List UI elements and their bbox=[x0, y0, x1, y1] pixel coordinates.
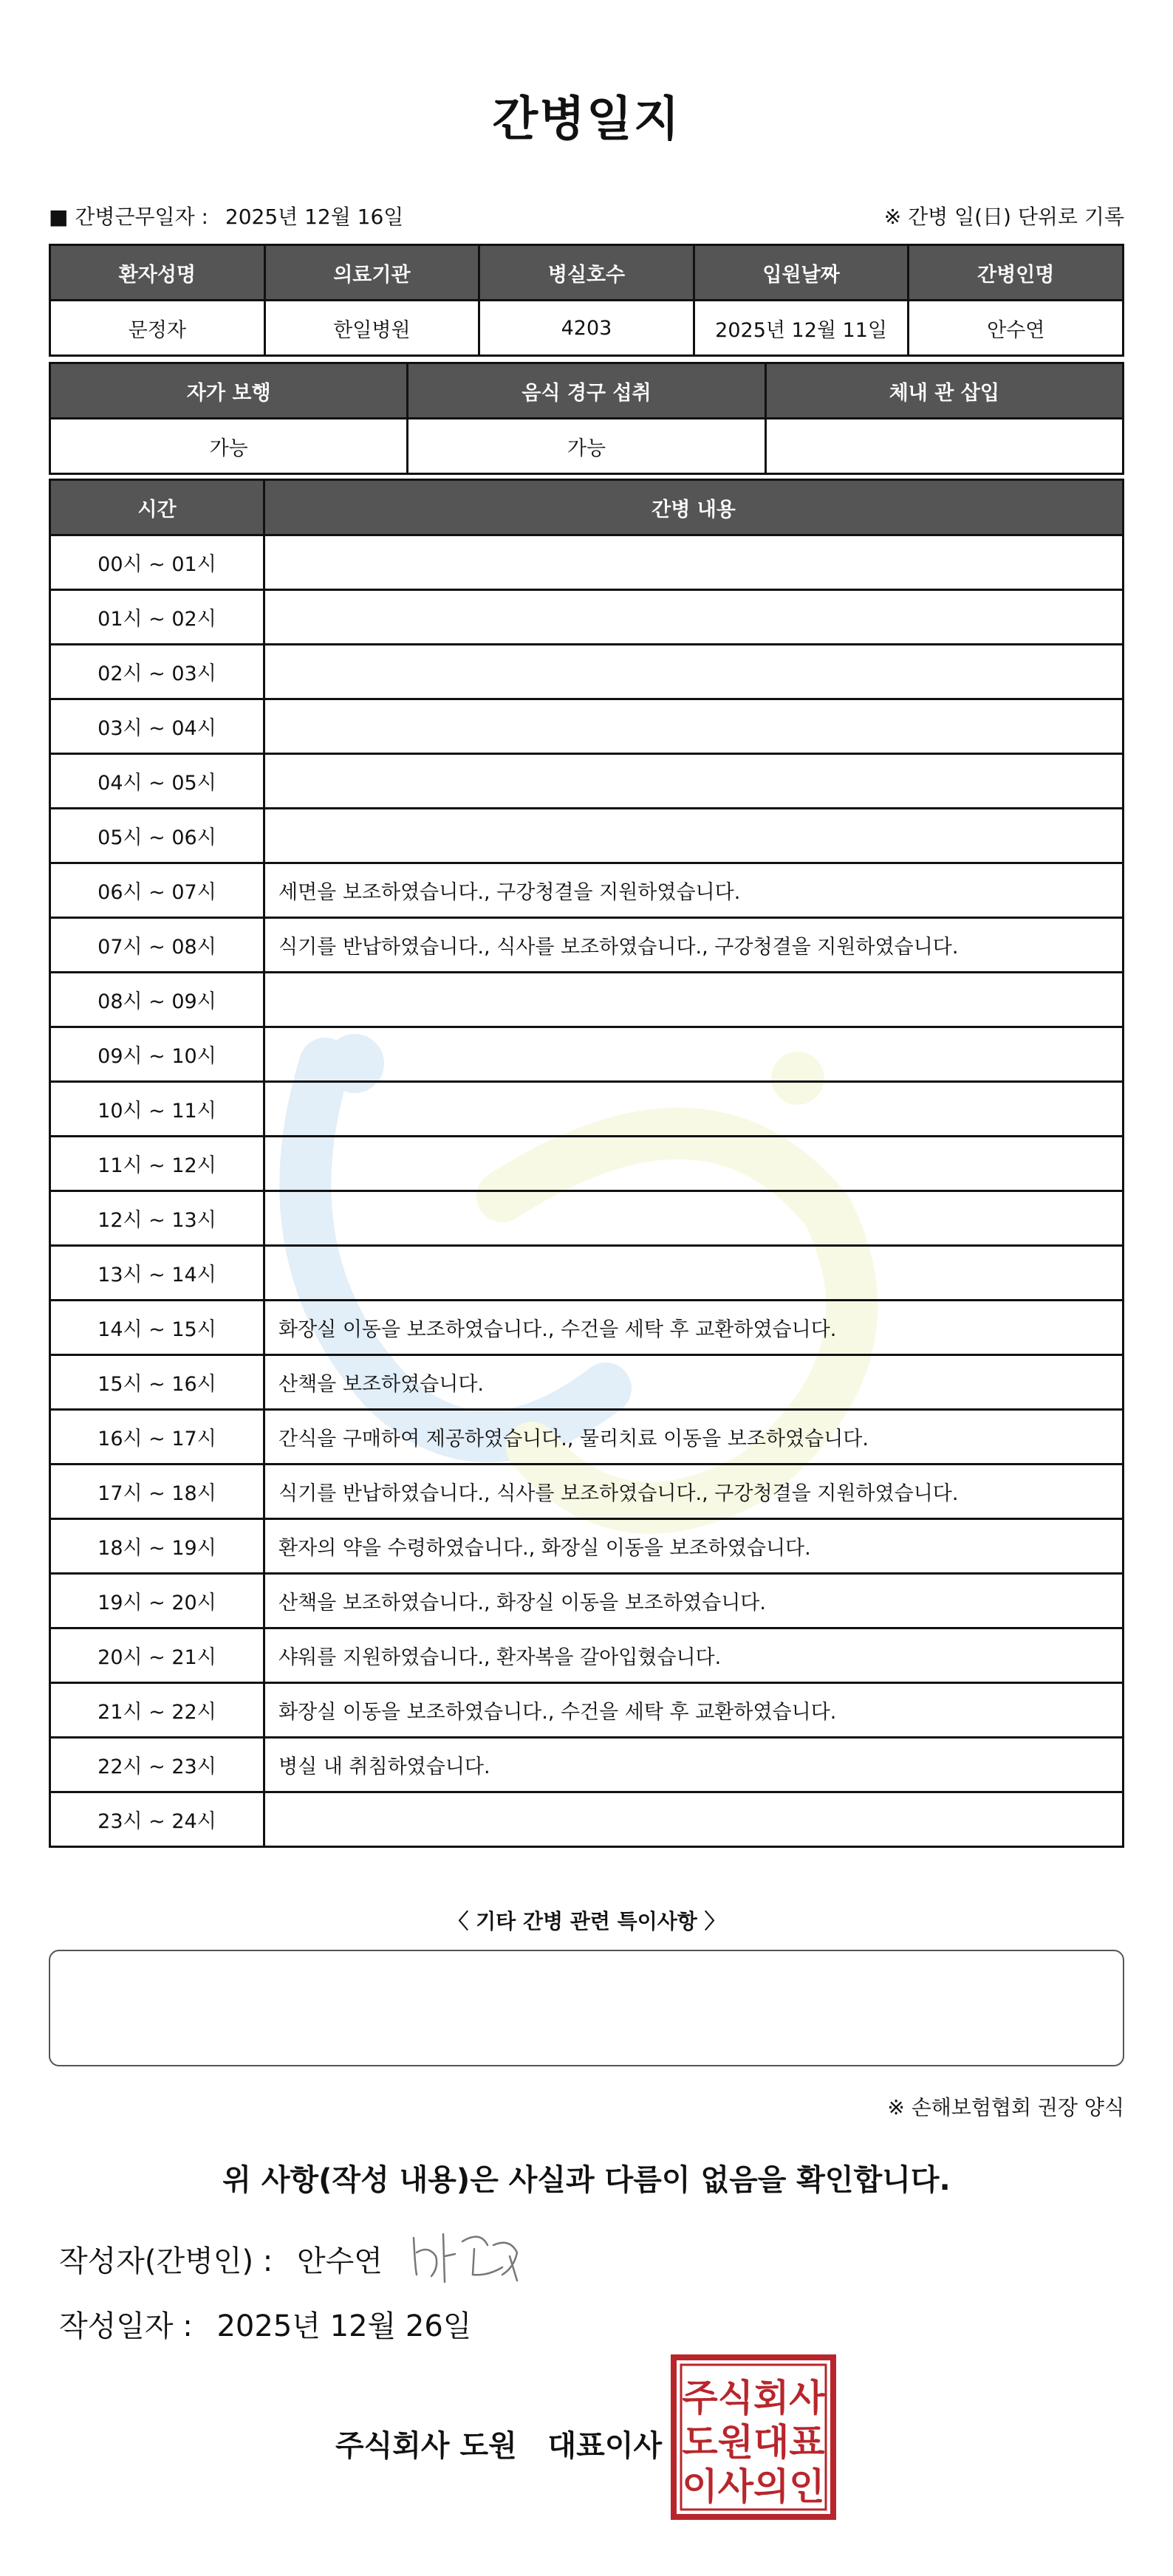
log-content: 환자의 약을 수령하였습니다., 화장실 이동을 보조하였습니다. bbox=[264, 1519, 1124, 1574]
log-content bbox=[264, 1191, 1124, 1246]
log-time: 13시 ~ 14시 bbox=[50, 1246, 264, 1301]
confirmation-statement: 위 사항(작성 내용)은 사실과 다름이 없음을 확인합니다. bbox=[222, 2163, 951, 2197]
table-row bbox=[50, 1191, 1124, 1246]
recommend-note: ※ 손해보험협회 권장 양식 bbox=[887, 2095, 1124, 2120]
log-time: 21시 ~ 22시 bbox=[50, 1683, 264, 1738]
header-admit-date: 입원날짜 bbox=[694, 245, 909, 301]
walking-status: 가능 bbox=[50, 419, 408, 474]
table-header-row bbox=[50, 480, 1124, 535]
log-time: 01시 ~ 02시 bbox=[50, 590, 264, 645]
admit-date: 2025년 12월 11일 bbox=[694, 301, 909, 356]
notes-box bbox=[49, 1950, 1124, 2066]
page-title: 간병일지 bbox=[492, 92, 681, 147]
log-time: 14시 ~ 15시 bbox=[50, 1301, 264, 1355]
writer-date-line bbox=[59, 2303, 471, 2345]
log-time: 07시 ~ 08시 bbox=[50, 918, 264, 973]
log-content bbox=[264, 973, 1124, 1027]
table-row bbox=[50, 535, 1124, 590]
hospital-name: 한일병원 bbox=[264, 301, 479, 356]
log-time: 20시 ~ 21시 bbox=[50, 1628, 264, 1683]
log-content bbox=[264, 1137, 1124, 1191]
log-time: 18시 ~ 19시 bbox=[50, 1519, 264, 1574]
table-row bbox=[50, 754, 1124, 809]
patient-info-table bbox=[49, 244, 1124, 357]
log-content: 식기를 반납하였습니다., 식사를 보조하였습니다., 구강청결을 지원하였습니다. bbox=[264, 1465, 1124, 1519]
log-time: 17시 ~ 18시 bbox=[50, 1465, 264, 1519]
log-time: 15시 ~ 16시 bbox=[50, 1355, 264, 1410]
table-row bbox=[50, 301, 1124, 356]
log-time: 08시 ~ 09시 bbox=[50, 973, 264, 1027]
log-content: 산책을 보조하였습니다. bbox=[264, 1355, 1124, 1410]
table-row bbox=[50, 1410, 1124, 1465]
log-content: 간식을 구매하여 제공하였습니다., 물리치료 이동을 보조하였습니다. bbox=[264, 1410, 1124, 1465]
log-content bbox=[264, 1027, 1124, 1082]
log-content bbox=[264, 590, 1124, 645]
table-row bbox=[50, 1082, 1124, 1137]
log-content bbox=[264, 535, 1124, 590]
log-content: 샤워를 지원하였습니다., 환자복을 갈아입혔습니다. bbox=[264, 1628, 1124, 1683]
svg-text:이사의인: 이사의인 bbox=[682, 2465, 825, 2508]
table-row bbox=[50, 419, 1124, 474]
log-content bbox=[264, 809, 1124, 863]
log-time: 04시 ~ 05시 bbox=[50, 754, 264, 809]
header-patient-name: 환자성명 bbox=[50, 245, 265, 301]
unit-note: ※ 간병 일(日) 단위로 기록 bbox=[883, 205, 1124, 229]
company-seal-stamp bbox=[671, 2354, 836, 2520]
oral-intake-status: 가능 bbox=[408, 419, 765, 474]
log-time: 00시 ~ 01시 bbox=[50, 535, 264, 590]
table-row bbox=[50, 918, 1124, 973]
log-time: 05시 ~ 06시 bbox=[50, 809, 264, 863]
writer-name: 안수연 bbox=[296, 2244, 383, 2278]
table-row bbox=[50, 1246, 1124, 1301]
log-content bbox=[264, 1082, 1124, 1137]
table-row bbox=[50, 699, 1124, 754]
table-row bbox=[50, 809, 1124, 863]
table-row bbox=[50, 1792, 1124, 1847]
log-content: 화장실 이동을 보조하였습니다., 수건을 세탁 후 교환하였습니다. bbox=[264, 1301, 1124, 1355]
hourly-log-table bbox=[49, 479, 1124, 1848]
header-caregiver: 간병인명 bbox=[909, 245, 1124, 301]
log-content: 병실 내 취침하였습니다. bbox=[264, 1738, 1124, 1792]
log-time: 02시 ~ 03시 bbox=[50, 645, 264, 699]
room-number: 4203 bbox=[479, 301, 694, 356]
table-row bbox=[50, 590, 1124, 645]
log-content: 식기를 반납하였습니다., 식사를 보조하였습니다., 구강청결을 지원하였습니다. bbox=[264, 918, 1124, 973]
header-walking: 자가 보행 bbox=[50, 363, 408, 419]
log-time: 03시 ~ 04시 bbox=[50, 699, 264, 754]
log-time: 19시 ~ 20시 bbox=[50, 1574, 264, 1628]
log-time: 12시 ~ 13시 bbox=[50, 1191, 264, 1246]
log-content bbox=[264, 1792, 1124, 1847]
log-content bbox=[264, 1246, 1124, 1301]
writer-date-label: 작성일자 : bbox=[59, 2309, 193, 2343]
header-room: 병실호수 bbox=[479, 245, 694, 301]
table-row bbox=[50, 1628, 1124, 1683]
table-row bbox=[50, 1301, 1124, 1355]
log-content bbox=[264, 645, 1124, 699]
patient-status-table bbox=[49, 362, 1124, 475]
header-hospital: 의료기관 bbox=[264, 245, 479, 301]
log-content: 화장실 이동을 보조하였습니다., 수건을 세탁 후 교환하였습니다. bbox=[264, 1683, 1124, 1738]
notes-title: 〈 기타 간병 관련 특이사항 〉 bbox=[448, 1909, 725, 1933]
tube-status bbox=[765, 419, 1123, 474]
table-row bbox=[50, 1137, 1124, 1191]
writer-line bbox=[59, 2238, 383, 2280]
log-time: 11시 ~ 12시 bbox=[50, 1137, 264, 1191]
log-content: 세면을 보조하였습니다., 구강청결을 지원하였습니다. bbox=[264, 863, 1124, 918]
table-row bbox=[50, 1355, 1124, 1410]
table-row bbox=[50, 1738, 1124, 1792]
log-content bbox=[264, 754, 1124, 809]
table-row bbox=[50, 1027, 1124, 1082]
log-content bbox=[264, 699, 1124, 754]
log-time: 23시 ~ 24시 bbox=[50, 1792, 264, 1847]
table-row bbox=[50, 973, 1124, 1027]
caregiver-name: 안수연 bbox=[909, 301, 1124, 356]
header-content: 간병 내용 bbox=[264, 480, 1124, 535]
table-row bbox=[50, 1519, 1124, 1574]
svg-text:도원대표: 도원대표 bbox=[682, 2421, 825, 2464]
signature-image bbox=[406, 2223, 524, 2289]
company-name: 주식회사 도원 대표이사 bbox=[335, 2429, 663, 2463]
header-tube: 체내 관 삽입 bbox=[765, 363, 1123, 419]
log-content: 산책을 보조하였습니다., 화장실 이동을 보조하였습니다. bbox=[264, 1574, 1124, 1628]
header-oral-intake: 음식 경구 섭취 bbox=[408, 363, 765, 419]
log-time: 06시 ~ 07시 bbox=[50, 863, 264, 918]
log-time: 09시 ~ 10시 bbox=[50, 1027, 264, 1082]
log-time: 10시 ~ 11시 bbox=[50, 1082, 264, 1137]
writer-label: 작성자(간병인) : bbox=[59, 2244, 273, 2278]
work-date-line bbox=[49, 201, 403, 230]
work-date-value: 2025년 12월 16일 bbox=[225, 205, 404, 229]
table-header-row bbox=[50, 363, 1124, 419]
table-row bbox=[50, 1574, 1124, 1628]
work-date-label: ■ 간병근무일자 : bbox=[49, 205, 208, 229]
table-row bbox=[50, 1683, 1124, 1738]
log-time: 22시 ~ 23시 bbox=[50, 1738, 264, 1792]
log-time: 16시 ~ 17시 bbox=[50, 1410, 264, 1465]
table-row bbox=[50, 645, 1124, 699]
table-row bbox=[50, 1465, 1124, 1519]
table-header-row bbox=[50, 245, 1124, 301]
svg-text:주식회사: 주식회사 bbox=[682, 2377, 825, 2419]
writer-date: 2025년 12월 26일 bbox=[216, 2309, 472, 2343]
header-time: 시간 bbox=[50, 480, 264, 535]
patient-name: 문정자 bbox=[50, 301, 265, 356]
table-row bbox=[50, 863, 1124, 918]
log-rows bbox=[50, 535, 1124, 1847]
